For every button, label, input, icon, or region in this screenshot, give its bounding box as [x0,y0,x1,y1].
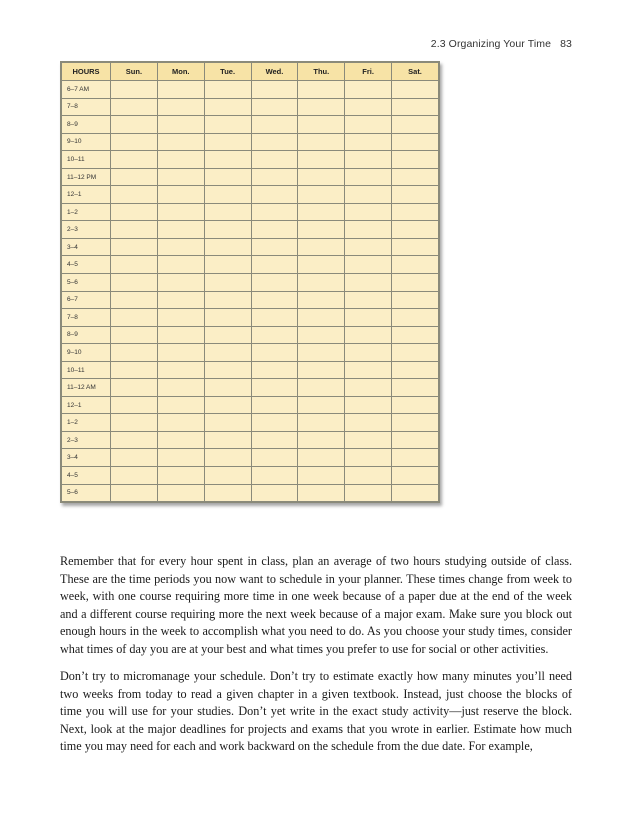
schedule-cell [392,309,439,327]
schedule-cell [345,98,392,116]
schedule-cell [345,414,392,432]
schedule-row [62,221,439,239]
schedule-cell [111,361,158,379]
schedule-cell [298,449,345,467]
schedule-cell [345,133,392,151]
schedule-cell [204,238,251,256]
schedule-cell [111,98,158,116]
hour-label: 9–10 [62,344,111,362]
hour-label: 7–8 [62,309,111,327]
schedule-cell [298,168,345,186]
day-column-header: Thu. [298,63,345,81]
schedule-cell [204,256,251,274]
hour-label: 10–11 [62,361,111,379]
schedule-cell [157,309,204,327]
schedule-cell [392,326,439,344]
hour-label: 11–12 PM [62,168,111,186]
schedule-cell [157,81,204,99]
schedule-cell [345,203,392,221]
schedule-cell [204,344,251,362]
schedule-cell [204,133,251,151]
hour-label: 6–7 [62,291,111,309]
schedule-cell [345,221,392,239]
hour-label: 8–9 [62,116,111,134]
schedule-cell [345,151,392,169]
schedule-cell [392,186,439,204]
hours-column-header: HOURS [62,63,111,81]
schedule-cell [204,116,251,134]
schedule-cell [392,203,439,221]
schedule-cell [251,116,298,134]
schedule-cell [111,186,158,204]
schedule-cell [157,133,204,151]
schedule-cell [157,467,204,485]
schedule-cell [251,449,298,467]
schedule-cell [298,98,345,116]
running-header [431,38,572,50]
schedule-cell [298,467,345,485]
schedule-cell [251,274,298,292]
schedule-cell [392,256,439,274]
schedule-cell [157,274,204,292]
schedule-cell [251,186,298,204]
schedule-cell [298,151,345,169]
schedule-row [62,344,439,362]
schedule-row [62,133,439,151]
hour-label: 2–3 [62,221,111,239]
schedule-cell [204,361,251,379]
schedule-cell [157,396,204,414]
schedule-cell [251,396,298,414]
schedule-cell [345,449,392,467]
hour-label: 7–8 [62,98,111,116]
schedule-cell [111,326,158,344]
schedule-cell [345,116,392,134]
schedule-cell [392,414,439,432]
schedule-cell [298,203,345,221]
schedule-cell [157,361,204,379]
schedule-cell [345,467,392,485]
schedule-cell [298,291,345,309]
schedule-cell [157,256,204,274]
schedule-grid [61,62,439,502]
schedule-cell [251,379,298,397]
page-number: 83 [560,38,572,50]
schedule-cell [392,81,439,99]
hour-label: 5–6 [62,484,111,502]
schedule-cell [392,116,439,134]
schedule-cell [298,133,345,151]
schedule-cell [298,274,345,292]
schedule-row [62,203,439,221]
schedule-cell [204,484,251,502]
schedule-cell [204,309,251,327]
schedule-cell [111,168,158,186]
weekly-schedule-table [60,61,440,503]
section-title: 2.3 Organizing Your Time [430,38,552,50]
schedule-cell [157,151,204,169]
schedule-cell [251,344,298,362]
schedule-cell [111,238,158,256]
schedule-cell [251,256,298,274]
schedule-cell [298,484,345,502]
hour-label: 9–10 [62,133,111,151]
schedule-cell [157,238,204,256]
schedule-cell [157,449,204,467]
day-column-header: Wed. [251,63,298,81]
schedule-row [62,186,439,204]
schedule-cell [251,81,298,99]
schedule-cell [251,309,298,327]
schedule-cell [251,484,298,502]
day-column-header: Mon. [157,63,204,81]
schedule-cell [157,344,204,362]
schedule-row [62,396,439,414]
schedule-cell [392,151,439,169]
schedule-cell [204,291,251,309]
schedule-row [62,309,439,327]
schedule-cell [251,203,298,221]
schedule-cell [298,344,345,362]
schedule-cell [111,379,158,397]
hour-label: 5–6 [62,274,111,292]
schedule-cell [392,449,439,467]
schedule-cell [345,186,392,204]
schedule-row [62,467,439,485]
schedule-row [62,116,439,134]
day-column-header: Tue. [204,63,251,81]
schedule-row [62,274,439,292]
schedule-cell [345,326,392,344]
hour-label: 1–2 [62,414,111,432]
schedule-cell [298,256,345,274]
hour-label: 8–9 [62,326,111,344]
schedule-cell [298,431,345,449]
schedule-cell [345,396,392,414]
schedule-cell [204,396,251,414]
schedule-cell [345,431,392,449]
schedule-cell [204,151,251,169]
schedule-cell [111,203,158,221]
schedule-cell [157,221,204,239]
schedule-cell [251,431,298,449]
schedule-row [62,151,439,169]
schedule-cell [157,168,204,186]
schedule-row [62,98,439,116]
schedule-cell [392,431,439,449]
schedule-cell [204,203,251,221]
schedule-cell [392,291,439,309]
hour-label: 1–2 [62,203,111,221]
schedule-cell [111,449,158,467]
schedule-row [62,291,439,309]
schedule-cell [251,414,298,432]
schedule-row [62,484,439,502]
paragraph: Remember that for every hour spent in class, plan an average of two hours studying outside of class. These are the time periods you now want to schedule in your planner. These times change from week to week, with one course requiring more time in one week because of a paper due at the end of the week and a different course requiring more the next week because of a major exam. Make sure you block out enough hours in the week to accomplish what you need to do. As you choose your study times, consider what times of day you are at your best and what times you prefer to use for social or other activities. [60,554,572,656]
paragraph: Don’t try to micromanage your schedule. Don’t try to estimate exactly how many minutes you’ll need two weeks from today to read a given chapter in a given textbook. Instead, just choose the blocks of time you will use for your studies. Don’t yet write in the exact study activity—just reserve the block. Next, look at the major deadlines for projects and exams that you wrote in earlier. Estimate how much time you may need for each and work backward on the schedule from the due date. For example, [60,669,572,753]
schedule-cell [111,396,158,414]
schedule-cell [157,414,204,432]
schedule-cell [345,256,392,274]
schedule-body [62,81,439,502]
hour-label: 3–4 [62,449,111,467]
schedule-cell [345,274,392,292]
schedule-cell [392,396,439,414]
schedule-cell [157,379,204,397]
schedule-row [62,238,439,256]
schedule-cell [251,133,298,151]
schedule-cell [157,186,204,204]
schedule-cell [204,81,251,99]
hour-label: 10–11 [62,151,111,169]
schedule-cell [204,431,251,449]
schedule-cell [392,344,439,362]
day-column-header: Fri. [345,63,392,81]
schedule-cell [204,186,251,204]
day-column-header: Sat. [392,63,439,81]
hour-label: 12–1 [62,396,111,414]
schedule-cell [345,379,392,397]
schedule-cell [111,274,158,292]
schedule-cell [157,291,204,309]
schedule-cell [251,221,298,239]
schedule-row [62,414,439,432]
schedule-cell [111,344,158,362]
schedule-cell [298,309,345,327]
schedule-cell [392,361,439,379]
schedule-cell [392,379,439,397]
schedule-cell [157,203,204,221]
schedule-cell [392,168,439,186]
schedule-cell [345,238,392,256]
schedule-cell [251,168,298,186]
schedule-cell [111,414,158,432]
schedule-cell [392,238,439,256]
hour-label: 12–1 [62,186,111,204]
schedule-cell [298,238,345,256]
schedule-cell [157,326,204,344]
schedule-cell [157,431,204,449]
schedule-cell [345,484,392,502]
schedule-cell [204,414,251,432]
schedule-cell [111,151,158,169]
schedule-cell [204,379,251,397]
schedule-cell [251,291,298,309]
schedule-cell [111,133,158,151]
schedule-cell [298,326,345,344]
schedule-header-row [62,63,439,81]
schedule-cell [111,116,158,134]
schedule-cell [204,221,251,239]
schedule-cell [298,186,345,204]
schedule-cell [392,221,439,239]
day-column-header: Sun. [111,63,158,81]
schedule-cell [111,221,158,239]
schedule-cell [251,326,298,344]
schedule-cell [392,98,439,116]
schedule-cell [111,309,158,327]
schedule-cell [111,484,158,502]
body-text [60,553,572,766]
schedule-cell [251,467,298,485]
schedule-cell [204,326,251,344]
schedule-cell [251,361,298,379]
schedule-cell [111,467,158,485]
schedule-cell [298,396,345,414]
schedule-cell [392,274,439,292]
schedule-row [62,256,439,274]
hour-label: 2–3 [62,431,111,449]
schedule-cell [157,98,204,116]
schedule-row [62,361,439,379]
schedule-cell [251,151,298,169]
schedule-cell [111,81,158,99]
schedule-cell [345,309,392,327]
schedule-cell [204,449,251,467]
schedule-cell [298,221,345,239]
schedule-cell [251,238,298,256]
schedule-row [62,81,439,99]
schedule-cell [392,484,439,502]
hour-label: 4–5 [62,467,111,485]
schedule-cell [345,344,392,362]
schedule-row [62,326,439,344]
schedule-row [62,168,439,186]
schedule-cell [392,133,439,151]
schedule-row [62,379,439,397]
schedule-cell [392,467,439,485]
schedule-cell [111,256,158,274]
hour-label: 11–12 AM [62,379,111,397]
schedule-cell [204,274,251,292]
schedule-row [62,449,439,467]
schedule-cell [298,116,345,134]
schedule-cell [157,116,204,134]
schedule-cell [298,414,345,432]
schedule-row [62,431,439,449]
schedule-cell [298,379,345,397]
schedule-cell [345,361,392,379]
schedule-cell [157,484,204,502]
schedule-cell [345,291,392,309]
schedule-cell [345,168,392,186]
hour-label: 4–5 [62,256,111,274]
schedule-cell [204,168,251,186]
hour-label: 6–7 AM [62,81,111,99]
schedule-cell [298,361,345,379]
hour-label: 3–4 [62,238,111,256]
schedule-cell [111,291,158,309]
schedule-cell [204,467,251,485]
schedule-cell [298,81,345,99]
schedule-cell [251,98,298,116]
schedule-cell [345,81,392,99]
schedule-cell [111,431,158,449]
schedule-cell [204,98,251,116]
